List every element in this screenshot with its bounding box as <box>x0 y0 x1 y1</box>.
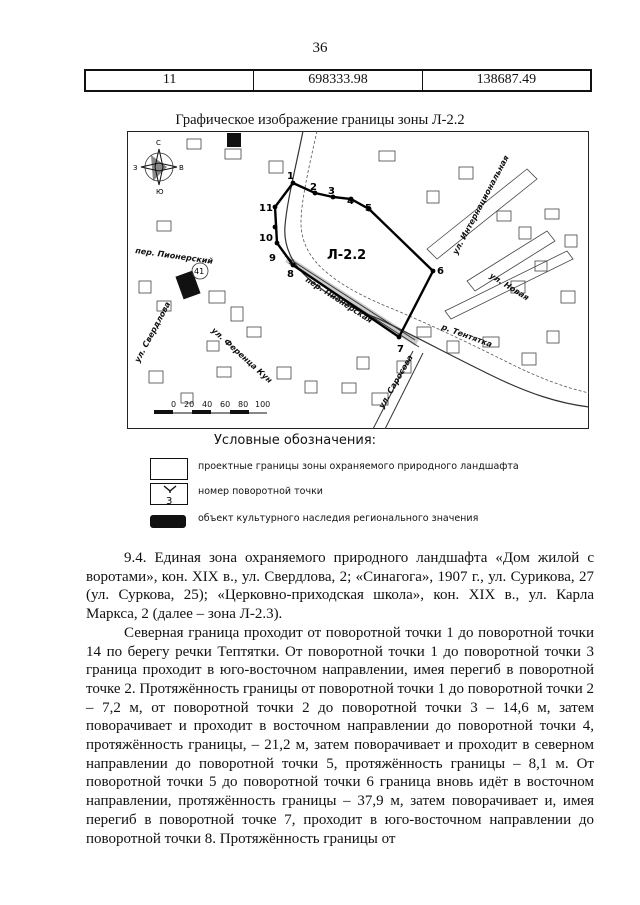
zone-boundary-map <box>127 131 589 429</box>
point-label-2: 2 <box>310 182 317 193</box>
coord-y-value: 138687.49 <box>476 72 537 87</box>
point-label-8: 8 <box>287 269 294 280</box>
paragraph-north-boundary: Северная граница проходит от поворотной точки 1 до поворотной точки 14 по берегу речки Тептятки. От поворотной точки 1 до поворотной точки 3 граница проходит в юго-восточном направлении, имея перегиб в поворотной точке 2. Протяжённость границы от поворотной точки 1 до поворотной точки 2 – 7,2 м, от поворотной точки 2 до поворотной точки 3 – 14,6 м, затем поворачивает и проходит в восточном направлении до поворотной точки 4, протяжённость границы, – 21,2 м, затем поворачивает и проходит в северном направлении до поворотной точки 5, протяжённость границы – 8,1 м. От поворотной точки 5 до поворотной точки 6 граница вновь идёт в восточном направлении, протяжённость границы – 37,9 м, затем поворачивает и, имея перегиб в поворотной точке 7, проходит в юго-восточном направлении до поворотной точки 8. Протяжённость границы от <box>86 624 594 847</box>
point-label-11: 11 <box>259 203 273 214</box>
compass-north: С <box>156 139 161 147</box>
zone-label: Л-2.2 <box>327 248 367 263</box>
legend-turn-point-number: 3 <box>166 496 173 506</box>
point-label-3: 3 <box>328 186 335 197</box>
scale-label-40: 40 <box>202 400 213 409</box>
map-frame <box>128 132 589 429</box>
legend-turn-point-swatch <box>150 483 188 505</box>
legend-title: Условные обозначения: <box>214 433 377 448</box>
point-label-10: 10 <box>259 233 273 244</box>
street-label-sverdlova: ул. Свердлова <box>132 300 173 364</box>
coordinate-table-row <box>84 69 592 92</box>
street-label-saratovskaya: ул. Саросова <box>376 353 415 410</box>
street-label-internacionalnaya: ул. Интернациональная <box>450 153 511 256</box>
legend-boundary-swatch <box>150 458 188 480</box>
coord-x-value: 698333.98 <box>254 71 422 90</box>
compass-west: З <box>133 164 138 172</box>
page-number: 36 <box>312 40 328 56</box>
point-label-6: 6 <box>437 266 444 277</box>
scale-label-20: 20 <box>184 400 195 409</box>
street-label-pioneer-diag: пер. Пионерская <box>303 275 374 325</box>
street-label-pioneer-west: пер. Пионерский <box>134 246 214 266</box>
point-label-4: 4 <box>347 196 354 207</box>
scale-label-80: 80 <box>238 400 249 409</box>
river-label-tentyatka: р. Тентятка <box>440 322 494 350</box>
point-label-9: 9 <box>269 253 276 264</box>
point-label-5: 5 <box>365 203 372 214</box>
compass-east: В <box>179 164 184 172</box>
heritage-object-top <box>227 133 241 147</box>
scale-label-60: 60 <box>220 400 231 409</box>
scale-label-100: 100 <box>255 400 271 409</box>
point-label-7: 7 <box>397 344 404 355</box>
legend-boundary-text: проектные границы зоны охраняемого природного ландшафта <box>198 461 519 472</box>
body-text <box>86 549 594 848</box>
figure-caption: Графическое изображение границы зоны Л-2.2 <box>175 112 465 128</box>
scale-label-0: 0 <box>171 400 177 409</box>
point-label-1: 1 <box>287 171 294 182</box>
legend-heritage-text: объект культурного наследия регионального значения <box>198 513 479 524</box>
compass-south: Ю <box>156 188 164 196</box>
heritage-object-number: 41 <box>194 267 205 276</box>
paragraph-9-4: 9.4. Единая зона охраняемого природного ландшафта «Дом жилой с воротами», кон. XIX в., ул. Свердлова, 2; «Синагога», 1907 г., ул. Сурикова, 27 (ул. Суркова, 25); «Церковно-приходская школа», кон. XIX в., ул. Карла Маркса, 2 (далее – зона Л-2.3). <box>86 550 594 623</box>
legend-heritage-swatch <box>150 515 186 528</box>
street-label-ferenca-kuna: ул. Ференца Кун <box>209 325 274 385</box>
coord-point-number: 11 <box>86 71 254 90</box>
street-label-novaya: ул. Новая <box>487 271 531 303</box>
legend-turn-point-text: номер поворотной точки <box>198 486 323 497</box>
